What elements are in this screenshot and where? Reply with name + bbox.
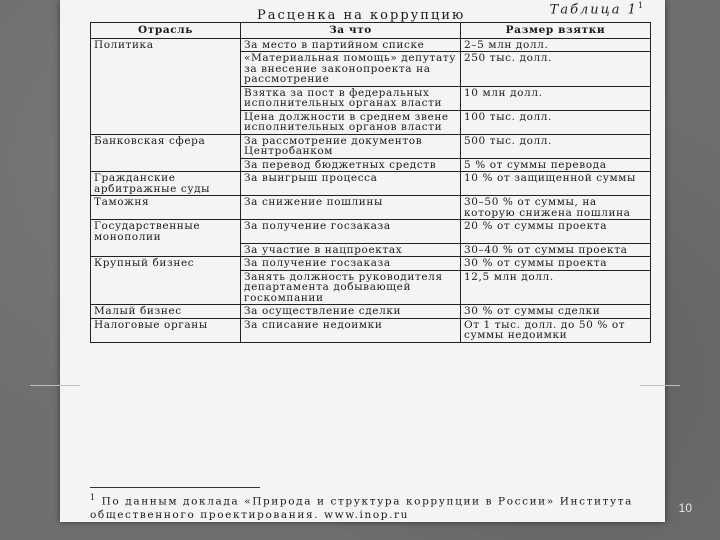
sector-cell: Государственные монополии — [91, 220, 241, 244]
size-cell: 12,5 млн долл. — [461, 270, 651, 305]
what-cell: За осуществление сделки — [241, 305, 461, 319]
sector-cell — [91, 270, 241, 305]
sector-cell: Гражданские арбитражные суды — [91, 172, 241, 196]
size-cell: 2–5 млн долл. — [461, 38, 651, 52]
table-row — [91, 257, 651, 271]
table-title: Расценка на коррупцию — [257, 8, 466, 23]
table-row — [91, 270, 651, 305]
size-cell: 30–50 % от суммы, на которую снижена пошлина — [461, 196, 651, 220]
sector-cell: Крупный бизнес — [91, 257, 241, 271]
table-row — [91, 86, 651, 110]
size-cell: 100 тыс. долл. — [461, 110, 651, 134]
table-row — [91, 243, 651, 257]
what-cell: За выигрыш процесса — [241, 172, 461, 196]
header-size: Размер взятки — [461, 23, 651, 39]
corruption-price-table — [90, 22, 651, 343]
what-cell: За участие в нацпроектах — [241, 243, 461, 257]
table-caption: Таблица $1^1$ — [549, 1, 643, 18]
table-row — [91, 318, 651, 342]
sector-cell: Налоговые органы — [91, 318, 241, 342]
size-cell: 5 % от суммы перевода — [461, 158, 651, 172]
what-cell: За место в партийном списке — [241, 38, 461, 52]
header-what: За что — [241, 23, 461, 39]
table-row — [91, 220, 651, 244]
sector-cell: Малый бизнес — [91, 305, 241, 319]
slide — [60, 0, 665, 522]
what-cell: За снижение пошлины — [241, 196, 461, 220]
sector-cell: Таможня — [91, 196, 241, 220]
footnote-rule — [90, 487, 260, 488]
what-cell: Цена должности в среднем звене исполнительных органов власти — [241, 110, 461, 134]
footnote-text: По данным доклада «Природа и структура коррупции в России» Института общественного проектирования. www.inop.ru — [90, 495, 634, 521]
header-row — [91, 23, 651, 39]
page-number: 10 — [678, 501, 692, 515]
size-cell: 30 % от суммы сделки — [461, 305, 651, 319]
table-row — [91, 172, 651, 196]
what-cell: За списание недоимки — [241, 318, 461, 342]
size-cell: 30–40 % от суммы проекта — [461, 243, 651, 257]
size-cell: 30 % от суммы проекта — [461, 257, 651, 271]
what-cell: «Материальная помощь» депутату за внесение законопроекта на рассмотрение — [241, 52, 461, 87]
table-row — [91, 305, 651, 319]
sector-cell — [91, 243, 241, 257]
sector-cell — [91, 86, 241, 110]
table-body — [91, 38, 651, 342]
table-row — [91, 38, 651, 52]
what-cell: За получение госзаказа — [241, 257, 461, 271]
sector-cell: Политика — [91, 38, 241, 52]
sector-cell — [91, 158, 241, 172]
sector-cell — [91, 52, 241, 87]
decorative-line-left — [30, 385, 80, 386]
decorative-line-right — [640, 385, 680, 386]
what-cell: За перевод бюджетных средств — [241, 158, 461, 172]
table-row — [91, 158, 651, 172]
sector-cell — [91, 110, 241, 134]
size-cell: 500 тыс. долл. — [461, 134, 651, 158]
size-cell: 10 млн долл. — [461, 86, 651, 110]
table-row — [91, 52, 651, 87]
size-cell: 10 % от защищенной суммы — [461, 172, 651, 196]
what-cell: За получение госзаказа — [241, 220, 461, 244]
table-row — [91, 110, 651, 134]
table-row — [91, 134, 651, 158]
size-cell: От 1 тыс. долл. до 50 % от суммы недоимки — [461, 318, 651, 342]
what-cell: Занять должность руководителя департамента добывающей госкомпании — [241, 270, 461, 305]
what-cell: За рассмотрение документов Центробанком — [241, 134, 461, 158]
size-cell: 20 % от суммы проекта — [461, 220, 651, 244]
sector-cell: Банковская сфера — [91, 134, 241, 158]
table-row — [91, 196, 651, 220]
header-sector: Отрасль — [91, 23, 241, 39]
size-cell: 250 тыс. долл. — [461, 52, 651, 87]
what-cell: Взятка за пост в федеральных исполнительных органах власти — [241, 86, 461, 110]
footnote: $^1$ По данным доклада «Природа и структура коррупции в России» Института общественного проектирования. www.inop.ru — [90, 487, 650, 522]
